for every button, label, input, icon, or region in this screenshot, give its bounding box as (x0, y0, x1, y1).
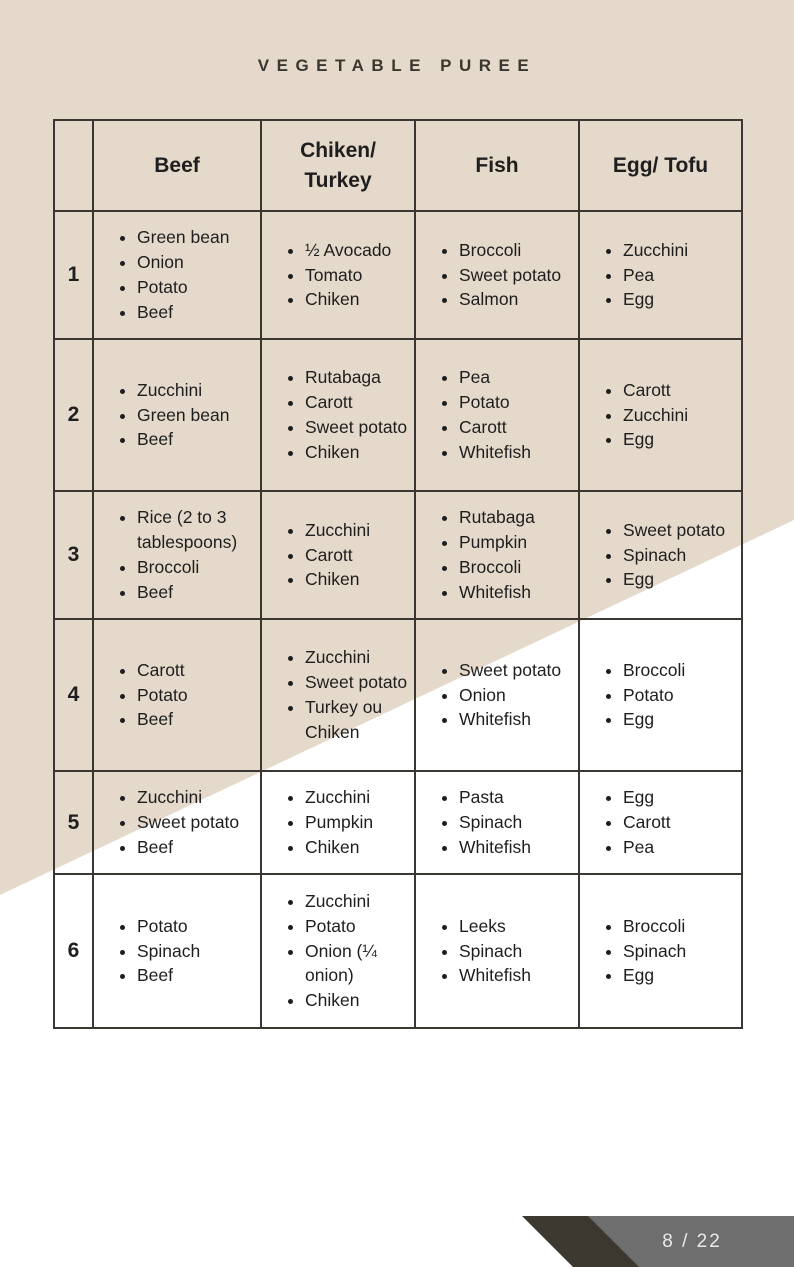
header-text: Chiken/ Turkey (300, 138, 376, 192)
row-number: 3 (54, 491, 93, 619)
ingredient-list (262, 238, 414, 312)
list-item: • Chiken (305, 287, 408, 312)
list-item: • Chiken (305, 440, 408, 465)
cell-egg-tofu (579, 211, 742, 339)
list-item: • Zucchini (137, 378, 254, 403)
ingredient-list (94, 658, 260, 732)
ingredient-list (580, 914, 741, 988)
list-item: • Beef (137, 835, 254, 860)
list-item: • Beef (137, 300, 254, 325)
table-row (54, 211, 742, 339)
list-item: • Whitefish (459, 440, 572, 465)
list-item: • Chiken (305, 988, 408, 1013)
list-item: • Potato (623, 683, 735, 708)
list-item: • Pumpkin (459, 530, 572, 555)
cell-beef (93, 491, 261, 619)
cell-egg-tofu (579, 339, 742, 491)
ingredient-list (416, 914, 578, 988)
list-item: • Spinach (459, 939, 572, 964)
list-item: • Zucchini (305, 785, 408, 810)
list-item: • Sweet potato (305, 415, 408, 440)
ingredient-list (262, 645, 414, 744)
cell-chicken-turkey (261, 619, 415, 771)
page-number: 8 / 22 (662, 1231, 722, 1252)
list-item: • Carott (305, 543, 408, 568)
list-item: • Green bean (137, 403, 254, 428)
list-item: • Chiken (305, 567, 408, 592)
cell-beef (93, 619, 261, 771)
cell-fish (415, 491, 579, 619)
table-row (54, 771, 742, 874)
ingredient-list (262, 518, 414, 592)
cell-beef (93, 211, 261, 339)
list-item: • Zucchini (623, 403, 735, 428)
cell-fish (415, 771, 579, 874)
list-item: • Green bean (137, 225, 254, 250)
list-item: • ½ Avocado (305, 238, 408, 263)
cell-fish (415, 211, 579, 339)
table-row (54, 874, 742, 1028)
ingredient-list (580, 785, 741, 859)
list-item: • Potato (305, 914, 408, 939)
list-item: • Spinach (623, 543, 735, 568)
list-item: • Tomato (305, 263, 408, 288)
list-item: • Zucchini (623, 238, 735, 263)
list-item: • Pea (623, 263, 735, 288)
list-item: • Onion (459, 683, 572, 708)
list-item: • Beef (137, 427, 254, 452)
list-item: • Rutabaga (459, 505, 572, 530)
list-item: • Whitefish (459, 963, 572, 988)
cell-fish (415, 619, 579, 771)
ingredient-list (580, 378, 741, 452)
ingredient-list (94, 505, 260, 604)
column-header-chicken-turkey (261, 120, 415, 211)
cell-egg-tofu (579, 771, 742, 874)
ingredient-list (416, 785, 578, 859)
list-item: • Potato (459, 390, 572, 415)
list-item: • Spinach (137, 939, 254, 964)
list-item: • Sweet potato (137, 810, 254, 835)
cell-chicken-turkey (261, 771, 415, 874)
cell-chicken-turkey (261, 339, 415, 491)
list-item: • Egg (623, 427, 735, 452)
table-row (54, 339, 742, 491)
list-item: • Pea (623, 835, 735, 860)
column-header-fish: Fish (415, 120, 579, 211)
list-item: • Broccoli (137, 555, 254, 580)
cell-egg-tofu (579, 491, 742, 619)
ingredient-list (580, 518, 741, 592)
cell-fish (415, 339, 579, 491)
list-item: • Beef (137, 963, 254, 988)
cell-chicken-turkey (261, 491, 415, 619)
list-item: • Broccoli (459, 555, 572, 580)
list-item: • Egg (623, 963, 735, 988)
list-item: • Whitefish (459, 707, 572, 732)
cell-beef (93, 771, 261, 874)
column-header-beef: Beef (93, 120, 261, 211)
list-item: • Zucchini (137, 785, 254, 810)
column-header-egg-tofu: Egg/ Tofu (579, 120, 742, 211)
list-item: • Egg (623, 785, 735, 810)
list-item: • Carott (623, 378, 735, 403)
table-row (54, 619, 742, 771)
row-number: 5 (54, 771, 93, 874)
list-item: • Turkey ou Chiken (305, 695, 408, 745)
ingredient-list (416, 238, 578, 312)
list-item: • Beef (137, 707, 254, 732)
list-item: • Sweet potato (459, 658, 572, 683)
table-row (54, 491, 742, 619)
list-item: • Carott (305, 390, 408, 415)
list-item: • Spinach (459, 810, 572, 835)
list-item: • Spinach (623, 939, 735, 964)
cell-beef (93, 339, 261, 491)
list-item: • Egg (623, 567, 735, 592)
corner-cell (54, 120, 93, 211)
cell-chicken-turkey (261, 211, 415, 339)
row-number: 2 (54, 339, 93, 491)
ingredient-list (94, 225, 260, 324)
ingredient-list (580, 658, 741, 732)
cell-beef (93, 874, 261, 1028)
list-item: • Sweet potato (305, 670, 408, 695)
list-item: • Zucchini (305, 645, 408, 670)
ingredient-list (416, 658, 578, 732)
puree-table (53, 119, 743, 1029)
cell-chicken-turkey (261, 874, 415, 1028)
list-item: • Sweet potato (623, 518, 735, 543)
list-item: • Chiken (305, 835, 408, 860)
row-number: 4 (54, 619, 93, 771)
row-number: 6 (54, 874, 93, 1028)
ingredient-list (94, 785, 260, 859)
cell-egg-tofu (579, 874, 742, 1028)
ingredient-list (580, 238, 741, 312)
list-item: • Carott (137, 658, 254, 683)
list-item: • Pumpkin (305, 810, 408, 835)
page-title: VEGETABLE PUREE (257, 56, 537, 75)
list-item: • Sweet potato (459, 263, 572, 288)
ingredient-list (416, 505, 578, 604)
list-item: • Carott (623, 810, 735, 835)
ingredient-list (416, 365, 578, 464)
list-item: • Onion (137, 250, 254, 275)
cell-egg-tofu (579, 619, 742, 771)
list-item: • Rice (2 to 3 tablespoons) (137, 505, 254, 555)
cell-fish (415, 874, 579, 1028)
list-item: • Broccoli (623, 658, 735, 683)
ingredient-list (262, 889, 414, 1013)
ingredient-list (262, 365, 414, 464)
ingredient-list (94, 378, 260, 452)
list-item: • Zucchini (305, 518, 408, 543)
list-item: • Whitefish (459, 580, 572, 605)
list-item: • Pea (459, 365, 572, 390)
list-item: • Whitefish (459, 835, 572, 860)
list-item: • Broccoli (459, 238, 572, 263)
row-number: 1 (54, 211, 93, 339)
ingredient-list (94, 914, 260, 988)
list-item: • Egg (623, 707, 735, 732)
list-item: • Salmon (459, 287, 572, 312)
list-item: • Pasta (459, 785, 572, 810)
list-item: • Rutabaga (305, 365, 408, 390)
list-item: • Beef (137, 580, 254, 605)
list-item: • Carott (459, 415, 572, 440)
list-item: • Potato (137, 914, 254, 939)
list-item: • Broccoli (623, 914, 735, 939)
ingredient-list (262, 785, 414, 859)
list-item: • Egg (623, 287, 735, 312)
list-item: • Onion (¼ onion) (305, 939, 408, 989)
list-item: • Potato (137, 683, 254, 708)
header-row (54, 120, 742, 211)
list-item: • Leeks (459, 914, 572, 939)
list-item: • Zucchini (305, 889, 408, 914)
list-item: • Potato (137, 275, 254, 300)
